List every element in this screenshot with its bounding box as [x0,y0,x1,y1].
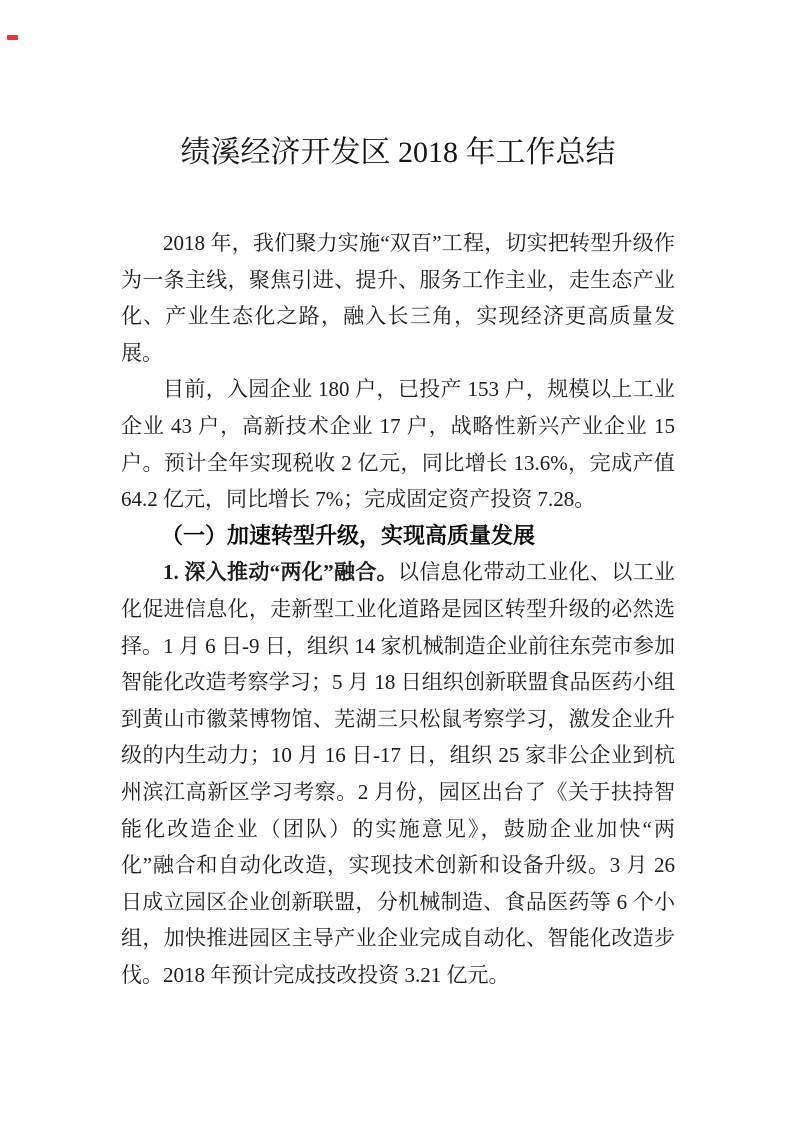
paragraph-section1-lead: 1. 深入推动“两化”融合。 [163,560,398,585]
paragraph-statistics: 目前，入园企业 180 户，已投产 153 户，规模以上工业企业 43 户，高新技术企业 17 户，战略性新兴产业企业 15 户。预计全年实现税收 2 亿元，同比增长 13.6%，完成产值 64.2 亿元，同比增长 7%；完成固定资产投资 7.28。 [121,377,675,512]
section-heading: （一）加速转型升级，实现高质量发展 [161,522,536,548]
red-mark [7,35,18,40]
paragraph-section1 [121,554,675,993]
paragraph-overview: 2018 年，我们聚力实施“双百”工程，切实把转型升级作为一条主线，聚焦引进、提升、服务工作主业，走生态产业化、产业生态化之路，融入长三角，实现经济更高质量发展。 [121,231,675,365]
paragraph-section1-text: 以信息化带动工业化、以工业化促进信息化，走新型工业化道路是园区转型升级的必然选择。1 月 6 日-9 日，组织 14 家机械制造企业前往东莞市参加智能化改造考察学习；5 月 18 日组织创新联盟食品医药小组到黄山市徽菜博物馆、芜湖三只松鼠考察学习，激发企业升级的内生动力；10 月 16 日-17 日，组织 25 家非公企业到杭州滨江高新区学习考察。2 月份，园区出台了《关于扶持智能化改造企业（团队）的实施意见》，鼓励企业加快“两化”融合和自动化改造，实现技术创新和设备升级。3 月 26 日成立园区企业创新联盟，分机械制造、食品医药等 6 个小组，加快推进园区主导产业企业完成自动化、智能化改造步伐。2018 年预计完成技改投资 3.21 亿元。 [121,560,675,987]
document-title: 绩溪经济开发区 2018 年工作总结 [180,136,616,169]
